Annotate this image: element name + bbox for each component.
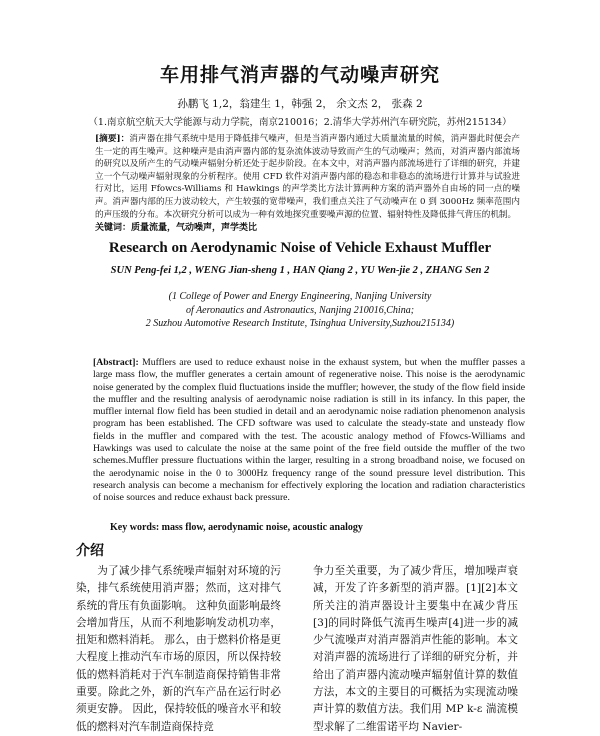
en-abstract bbox=[93, 357, 525, 505]
cn-paper-title: 车用排气消声器的气动噪声研究 bbox=[159, 64, 440, 86]
en-affiliation-line: of Aeronautics and Astronautics, Nanjing 210016,China; bbox=[185, 304, 415, 316]
cn-affiliation: （1.南京航空航天大学能源与动力学院，南京210016；2.清华大学苏州汽车研究院，苏州215134） bbox=[88, 117, 512, 128]
en-author-list: SUN Peng-fei 1,2 , WENG Jian-sheng 1 , HAN Qiang 2 , YU Wen-jie 2 , ZHANG Sen 2 bbox=[110, 265, 490, 276]
en-affiliation-line: 2 Suzhou Automotive Research Institute, Tsinghua University,Suzhou215134) bbox=[145, 318, 455, 329]
cn-abstract bbox=[95, 133, 520, 221]
en-keywords bbox=[110, 522, 530, 533]
cn-keywords bbox=[95, 220, 520, 233]
intro-left-column: 为了减少排气系统噪声辐射对环境的污染，排气系统使用消声器；然而，这对排气系统的背压有负面影响。 这种负面影响最终会增加背压，从而不利地影响发动机功率，扭矩和燃料消耗。 那么，由于燃料价格是更大程度上推动汽车市场的原因，所以保持较低的燃料消耗对于汽车制造商保持销售非常重要。除此之外，新的汽车产品在运行时必须更安静。 因此，保持较低的噪音水平和较低的燃料对汽车制造商保持竞 bbox=[76, 565, 281, 733]
cn-abstract-label: [摘要]： bbox=[95, 134, 130, 144]
cn-abstract-text: 消声器在排气系统中是用于降低排气噪声，但是当消声器内通过大质量流量的时候，消声器此时便会产生一定的再生噪声。这种噪声是由消声器内部的复杂流体波动导致而产生的气动噪声；然而，对消声器内部流场的研究以及所产生的气动噪声辐射分析还处于起步阶段。在本文中，对消声器内部流场进行了详细的研究，并建立一个气动噪声辐射现象的分析程序。使用 CFD 软件对消声器内部的稳态和非稳态的流场进行计算并与试验进行对比，运用 Ffowcs-Williams 和 Hawkings 的声学类比方法计算两种方案的消声器外自由场的同一点的噪声。消声器内部的压力波动较大，产生较强的宽带噪声，我们重点关注了气动噪声在 0 到 3000Hz 频率范围内的声压级的分布。本次研究分析可以成为一种有效地探究重要噪声源的位置、辐射特性及降低排气背压的机制。 bbox=[95, 134, 520, 220]
en-keywords-label: Key words: bbox=[110, 522, 160, 533]
en-abstract-label: [Abstract]: bbox=[93, 357, 139, 368]
en-abstract-text: Mufflers are used to reduce exhaust noise in the exhaust system, but when the muffler passes a large mass flow, the muffler generates a certain amount of regenerative noise. This noise is the aerodynamic noise generated by the complex fluid fluctuations inside the muffler; however, the study of the flow field inside the muffler and the resulting analysis of aerodynamic noise radiation is still in its infancy. In this paper, the muffler internal flow field has been studied in detail and an aerodynamic noise radiation phenomenon analysis program has been established. The CFD software was used to calculate the steady-state and unsteady flow fields in the muffler and compared with the test. The acoustic analogy method of Ffowcs-Williams and Hawkings was used to calculate the noise at the same point of the free field outside the muffler of the two schemes.Muffler pressure fluctuations within the larger, resulting in a strong broadband noise, we focused on the aerodynamic noise in the 0 to 3000Hz frequency range of the sound pressure level distribution. This research analysis can become a mechanism for effectively exploring the location and radiation characteristics of noise sources and reduce exhaust back pressure. bbox=[93, 357, 525, 504]
en-affiliation bbox=[100, 290, 500, 331]
intro-right-column: 争力至关重要，为了减少背压，增加噪声衰减，开发了许多新型的消声器。[1][2]本文所关注的消声器设计主要集中在减少背压[3]的同时降低气流再生噪声[4]进一步的减少气流噪声对消声器消声性能的影响。本文对消声器的流场进行了详细的研究分析，并给出了消声器内流动噪声辐射值计算的数值方法，本文的主要目的可概括为实现流动噪声计算的数值方法。我们用 MP k-ε 湍流模型求解了二维雷诺平均 Navier- bbox=[313, 565, 518, 733]
cn-author-list: 孙鹏飞 1,2，翁建生 1，韩强 2， 余文杰 2， 张森 2 bbox=[177, 98, 423, 110]
cn-keywords-text: 质量流量，气动噪声，声学类比 bbox=[131, 223, 258, 233]
en-affiliation-line: (1 College of Power and Energy Engineering, Nanjing University bbox=[168, 291, 432, 302]
cn-keywords-label: 关键词： bbox=[95, 223, 132, 233]
intro-heading: 介绍 bbox=[76, 543, 104, 559]
en-paper-title: Research on Aerodynamic Noise of Vehicle Exhaust Muffler bbox=[108, 240, 492, 256]
en-keywords-text: mass flow, aerodynamic noise, acoustic analogy bbox=[161, 522, 363, 533]
